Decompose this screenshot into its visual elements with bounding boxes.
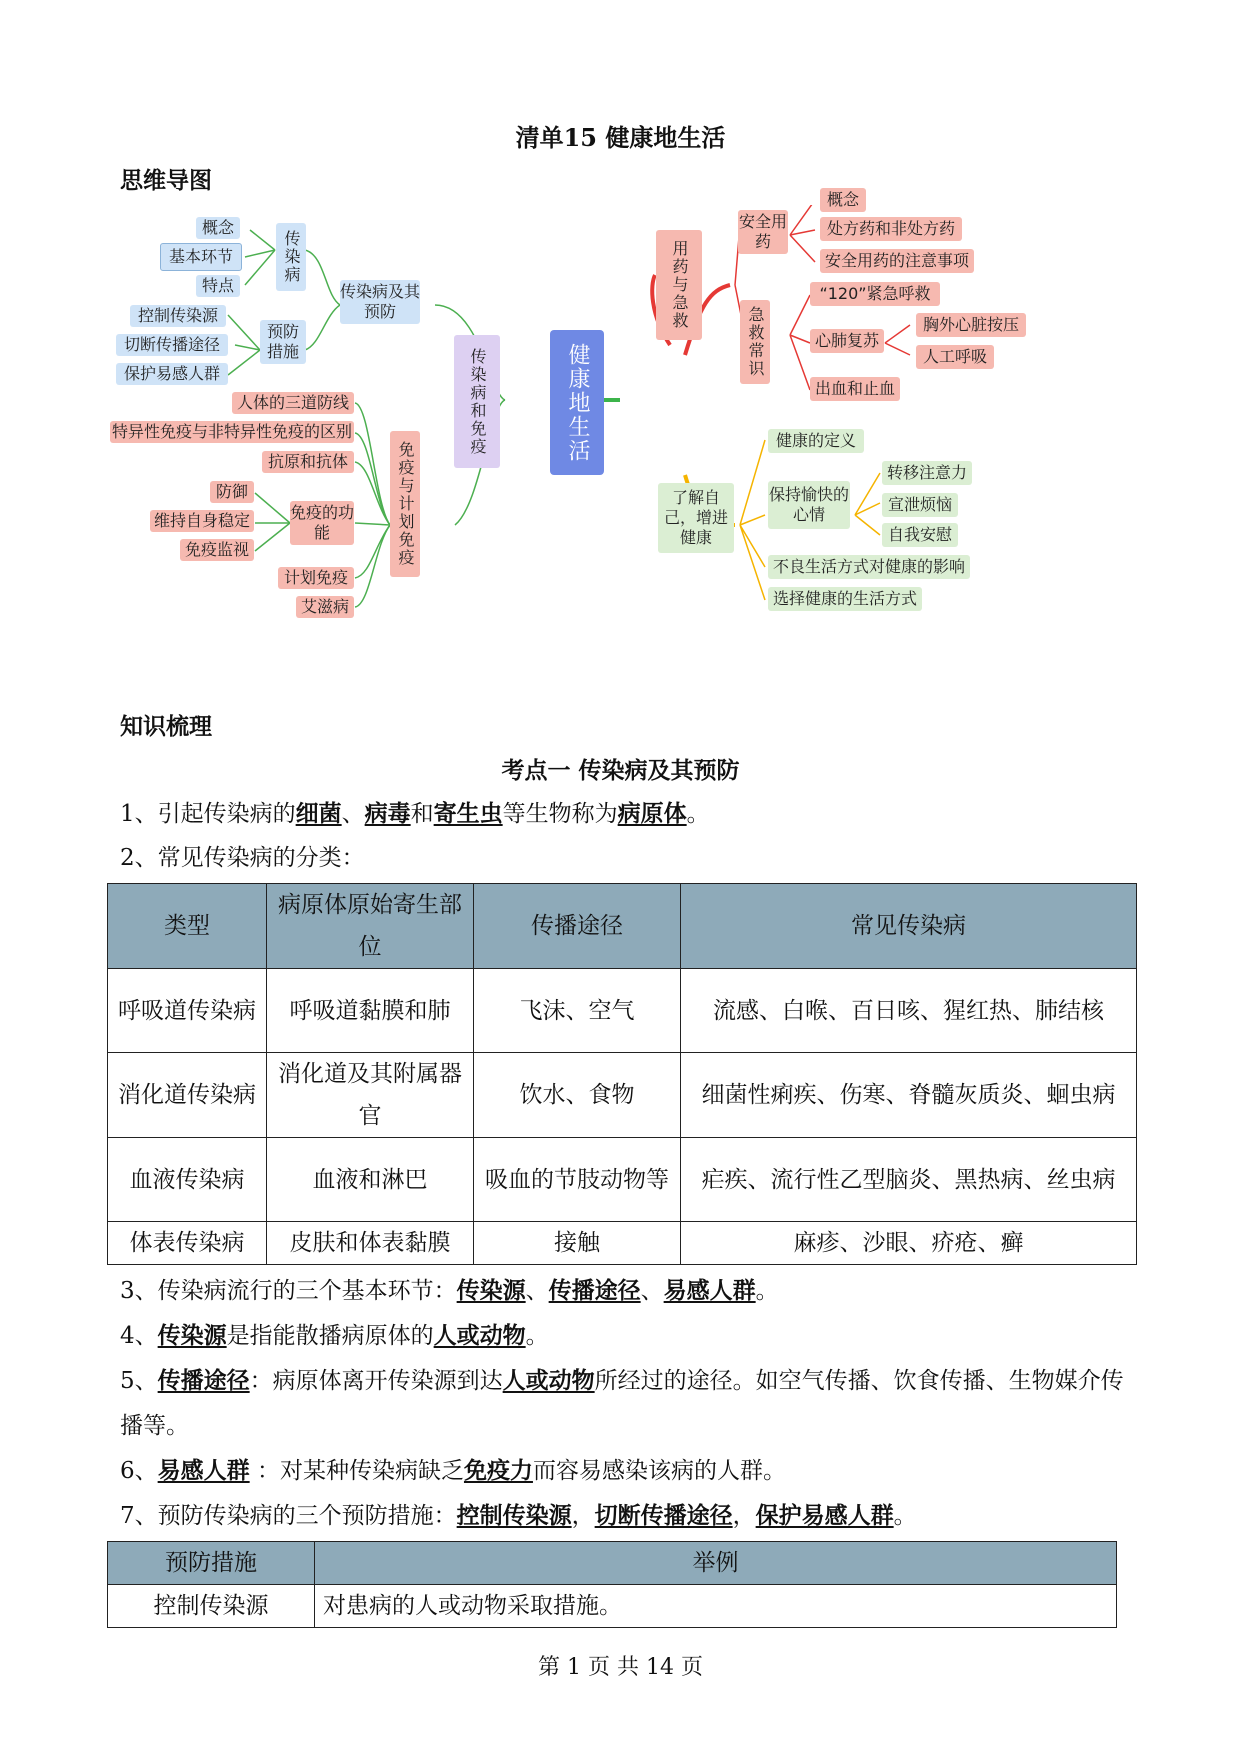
node-self-stability: 维持自身稳定: [150, 510, 254, 532]
table-cell: 流感、白喉、百日咳、猩红热、肺结核: [681, 969, 1137, 1053]
node-safe-medication: 安全用药: [738, 210, 788, 254]
table-cell: 呼吸道黏膜和肺: [267, 969, 474, 1053]
table-cell: 接触: [474, 1222, 681, 1265]
table-cell: 对患病的人或动物采取措施。: [315, 1585, 1117, 1628]
node-specific-immunity: 特异性免疫与非特异性免疫的区别: [111, 422, 352, 441]
node-cut-route: 切断传播途径: [116, 334, 228, 356]
node-divert-attention: 转移注意力: [882, 461, 972, 485]
table-cell: 皮肤和体表黏膜: [267, 1222, 474, 1265]
table-row: [108, 1053, 1137, 1138]
para-5: 5、传播途径：病原体离开传染源到达人或动物所经过的途径。如空气传播、饮食传播、生物媒介传播等。: [120, 1367, 1124, 1439]
para-3: 3、传染病流行的三个基本环节：传染源、传播途径、易感人群。: [120, 1277, 779, 1304]
node-vent-worries: 宣泄烦恼: [882, 493, 958, 517]
node-immune-function: 免疫的功能: [290, 501, 354, 545]
para-6: 6、易感人群 ：对某种传染病缺乏免疫力而容易感染该病的人群。: [120, 1457, 786, 1484]
table-cell: 血液传染病: [108, 1138, 267, 1222]
table-cell: 体表传染病: [108, 1222, 267, 1265]
node-protect-susceptible: 保护易感人群: [116, 363, 228, 385]
node-infectious-prevention: 传染病及其预防: [340, 280, 420, 324]
node-defense: 防御: [210, 481, 254, 503]
node-infectious-disease: 传染病: [276, 223, 306, 291]
page-footer: 第 1 页 共 14 页: [538, 1655, 703, 1680]
node-self-comfort: 自我安慰: [882, 523, 958, 547]
prevention-table: [107, 1541, 1117, 1628]
node-concept: 概念: [196, 217, 240, 239]
node-healthy-lifestyle: 选择健康的生活方式: [768, 587, 922, 611]
node-bad-lifestyle: 不良生活方式对健康的影响: [768, 555, 970, 579]
node-infection-immunity: 传染病和免疫: [454, 335, 500, 468]
node-control-source: 控制传染源: [130, 305, 226, 327]
table-header-cell: 传播途径: [474, 884, 681, 969]
section-knowledge-heading: 知识梳理: [120, 713, 212, 740]
node-basic-links: 基本环节: [160, 243, 242, 271]
mindmap-center-node: 健康地生活: [550, 330, 604, 475]
table-header-cell: 举例: [315, 1542, 1117, 1585]
node-prescription: 处方药和非处方药: [820, 217, 962, 241]
para-7: 7、预防传染病的三个预防措施：控制传染源，切断传播途径，保护易感人群。: [120, 1502, 917, 1529]
node-medication-firstaid: 用药与急救: [656, 230, 702, 340]
mind-map: [110, 190, 1160, 705]
para-2: 2、常见传染病的分类：: [120, 845, 365, 871]
node-understand-self: 了解自己，增进健康: [658, 483, 734, 553]
node-happy-mood: 保持愉快的心情: [768, 481, 850, 529]
kp1-title: 考点一 传染病及其预防: [501, 757, 740, 784]
para-4: 4、传染源是指能散播病原体的人或动物。: [120, 1322, 549, 1349]
table-header-cell: 常见传染病: [681, 884, 1137, 969]
node-planned-immunity: 计划免疫: [278, 567, 354, 589]
node-chest-compression: 胸外心脏按压: [916, 313, 1026, 337]
para-1: 1、引起传染病的细菌、病毒和寄生虫等生物称为病原体。: [120, 800, 710, 827]
table-cell: 呼吸道传染病: [108, 969, 267, 1053]
table-cell: 吸血的节肢动物等: [474, 1138, 681, 1222]
table-row: [108, 1222, 1137, 1265]
table-header-row: [108, 884, 1137, 969]
table-cell: 消化道传染病: [108, 1053, 267, 1138]
section-mindmap-heading: 思维导图: [120, 167, 212, 194]
node-immunity-plan: 免疫与计划免疫: [390, 431, 420, 577]
node-bleeding: 出血和止血: [810, 377, 900, 401]
table-row: [108, 1138, 1137, 1222]
table-cell: 细菌性痢疾、伤寒、脊髓灰质炎、蛔虫病: [681, 1053, 1137, 1138]
node-med-concept: 概念: [820, 188, 866, 212]
table-cell: 消化道及其附属器官: [267, 1053, 474, 1138]
node-cpr: 心肺复苏: [810, 329, 884, 353]
classification-table: [107, 883, 1137, 1265]
node-health-definition: 健康的定义: [768, 429, 864, 453]
table-cell: 控制传染源: [108, 1585, 315, 1628]
node-immune-surveillance: 免疫监视: [180, 539, 254, 561]
table-header-cell: 类型: [108, 884, 267, 969]
node-three-defenses: 人体的三道防线: [232, 392, 354, 414]
table-cell: 疟疾、流行性乙型脑炎、黑热病、丝虫病: [681, 1138, 1137, 1222]
node-first-aid: 急救常识: [740, 300, 770, 384]
node-prevention-measures: 预防措施: [260, 320, 306, 364]
table-cell: 飞沫、空气: [474, 969, 681, 1053]
table-row: [108, 969, 1137, 1053]
table-cell: 饮水、食物: [474, 1053, 681, 1138]
node-antigen-antibody: 抗原和抗体: [262, 451, 354, 473]
table-cell: 麻疹、沙眼、疥疮、癣: [681, 1222, 1137, 1265]
table-cell: 血液和淋巴: [267, 1138, 474, 1222]
page-title: 清单15 健康地生活: [515, 123, 726, 152]
node-med-precautions: 安全用药的注意事项: [820, 249, 974, 273]
node-120-call: “120”紧急呼救: [810, 282, 940, 306]
node-artificial-respiration: 人工呼吸: [916, 345, 994, 369]
table-header-cell: 病原体原始寄生部位: [267, 884, 474, 969]
table-row: [108, 1585, 1117, 1628]
node-aids: 艾滋病: [296, 596, 354, 618]
table-header-row: [108, 1542, 1117, 1585]
table-header-cell: 预防措施: [108, 1542, 315, 1585]
node-features: 特点: [196, 275, 240, 297]
